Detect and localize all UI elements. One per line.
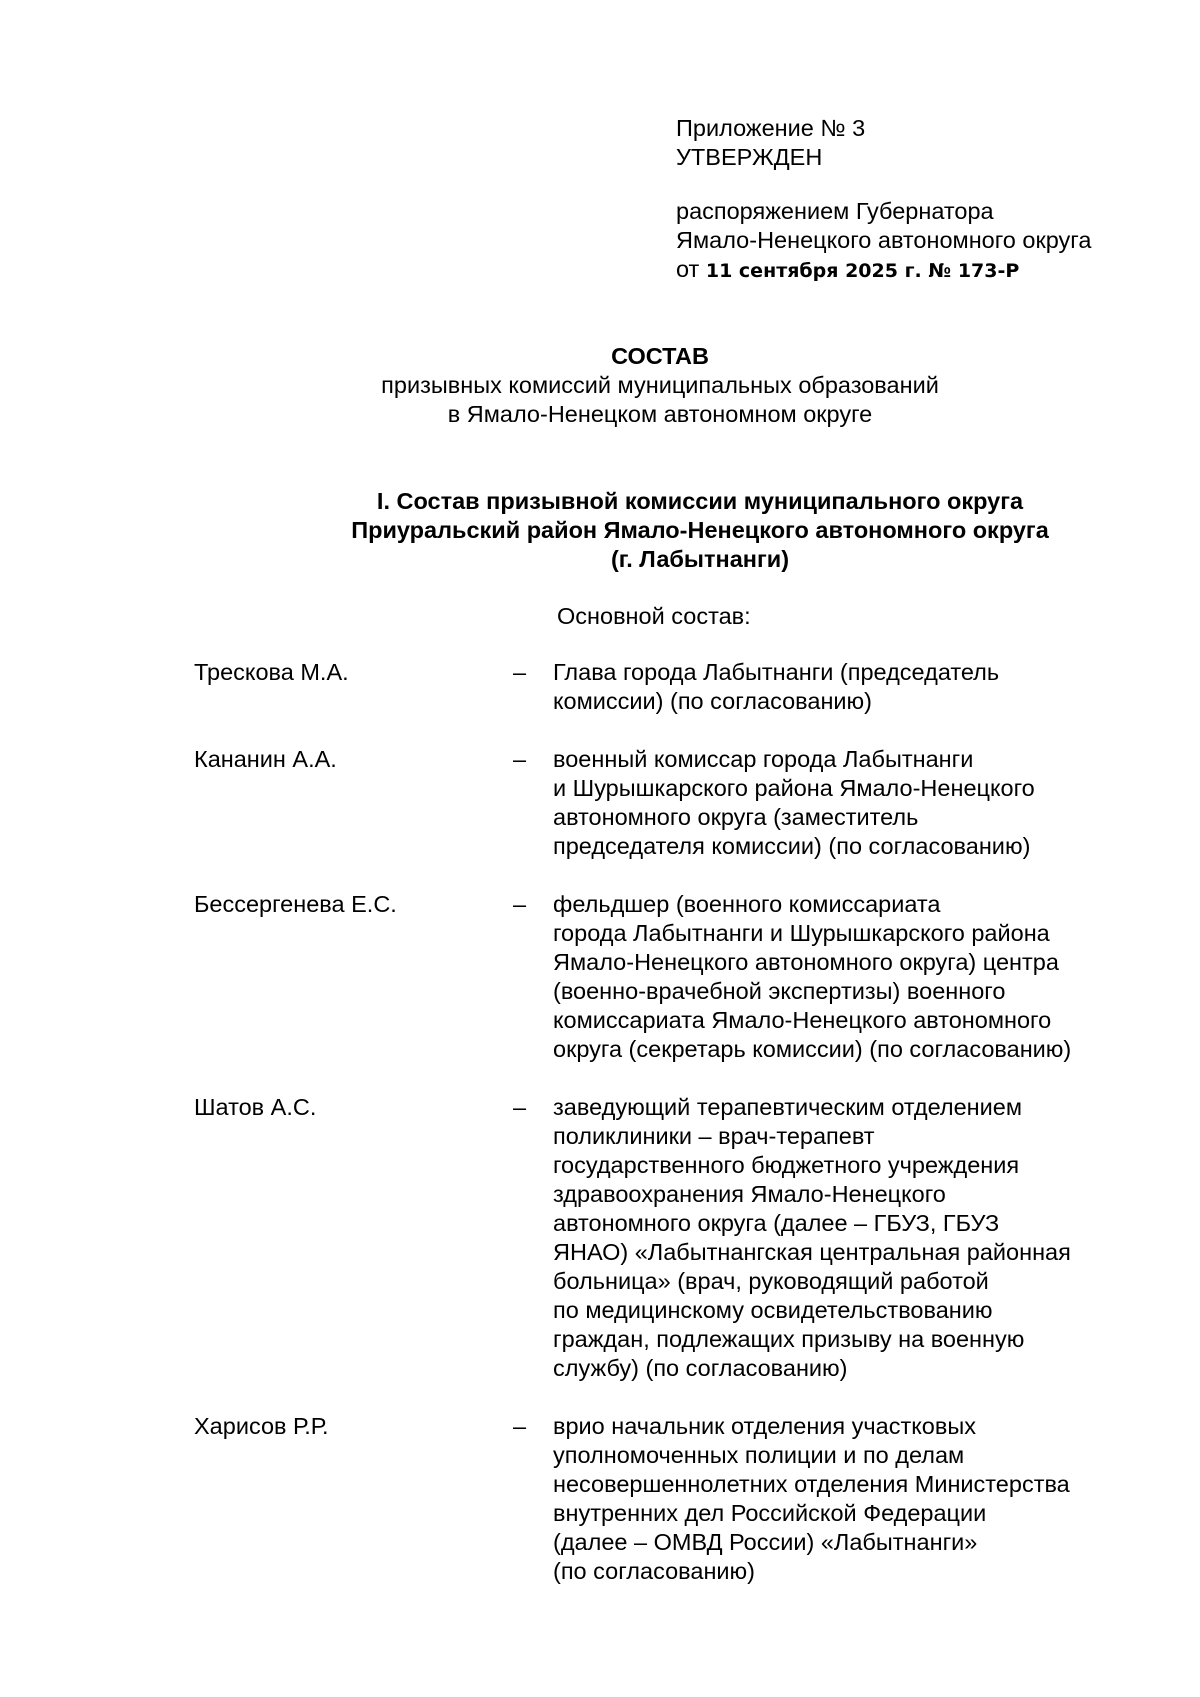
- member-role-line: комиссариата Ямало-Ненецкого автономного: [553, 1007, 1052, 1033]
- member-row: [194, 658, 1194, 716]
- subsection-label: Основной состав:: [557, 603, 751, 629]
- section-heading: [0, 487, 1200, 574]
- title-sub-2: в Ямало-Ненецком автономном округе: [447, 401, 873, 427]
- member-name: Трескова М.А.: [194, 659, 349, 685]
- member-role-line: по медицинскому освидетельствованию: [553, 1297, 993, 1323]
- member-role-line: округа (секретарь комиссии) (по согласованию): [553, 1036, 1072, 1062]
- member-row: [194, 1412, 1194, 1586]
- member-role: [553, 890, 1153, 1064]
- member-role-line: государственного бюджетного учреждения: [553, 1152, 1020, 1178]
- member-role: [553, 745, 1153, 861]
- title-sub-1: призывных комиссий муниципальных образований: [381, 372, 939, 398]
- member-role-line: автономного округа (далее – ГБУЗ, ГБУЗ: [553, 1210, 1000, 1236]
- date-prefix: от: [676, 256, 706, 282]
- member-role-line: автономного округа (заместитель: [553, 804, 919, 830]
- member-row: [194, 1093, 1194, 1383]
- member-role-line: (далее – ОМВД России) «Лабытнанги»: [553, 1529, 978, 1555]
- approval-date-line: [676, 255, 1176, 286]
- member-name: Харисов Р.Р.: [194, 1413, 329, 1439]
- member-role-line: ЯНАО) «Лабытнангская центральная районная: [553, 1239, 1071, 1265]
- member-role-line: службу) (по согласованию): [553, 1355, 848, 1381]
- member-role-line: Ямало-Ненецкого автономного округа) центра: [553, 949, 1059, 975]
- member-dash: –: [513, 891, 527, 917]
- member-row: [194, 890, 1194, 1064]
- approval-block: [676, 114, 1176, 286]
- member-role-line: несовершеннолетних отделения Министерства: [553, 1471, 1070, 1497]
- member-role-line: комиссии) (по согласованию): [553, 688, 873, 714]
- approval-region: Ямало-Ненецкого автономного округа: [676, 227, 1092, 253]
- section-heading-line-1: I. Состав призывной комиссии муниципального округа: [376, 488, 1024, 514]
- member-name: Шатов А.С.: [194, 1094, 317, 1120]
- member-role-line: больница» (врач, руководящий работой: [553, 1268, 989, 1294]
- member-role: [553, 1093, 1153, 1383]
- member-dash: –: [513, 1413, 527, 1439]
- member-list: [194, 658, 1194, 1615]
- member-role-line: военный комиссар города Лабытнанги: [553, 746, 974, 772]
- member-role-line: фельдшер (военного комиссариата: [553, 891, 941, 917]
- member-role-line: и Шурышкарского района Ямало-Ненецкого: [553, 775, 1035, 801]
- member-role-line: города Лабытнанги и Шурышкарского района: [553, 920, 1050, 946]
- member-dash: –: [513, 1094, 527, 1120]
- member-row: [194, 745, 1194, 861]
- member-role-line: здравоохранения Ямало-Ненецкого: [553, 1181, 946, 1207]
- document-title: [0, 342, 1200, 429]
- approved-label: УТВЕРЖДЕН: [676, 144, 823, 170]
- member-role: [553, 658, 1153, 716]
- member-role-line: внутренних дел Российской Федерации: [553, 1500, 987, 1526]
- member-role: [553, 1412, 1153, 1586]
- section-heading-line-2: Приуральский район Ямало-Ненецкого автономного округа: [351, 517, 1049, 543]
- member-dash: –: [513, 659, 527, 685]
- member-name: Бессергенева Е.С.: [194, 891, 397, 917]
- approval-authority: распоряжением Губернатора: [676, 198, 994, 224]
- member-role-line: граждан, подлежащих призыву на военную: [553, 1326, 1025, 1352]
- member-role-line: (военно-врачебной экспертизы) военного: [553, 978, 1006, 1004]
- member-role-line: (по согласованию): [553, 1558, 755, 1584]
- order-date-number: 11 сентября 2025 г. № 173-Р: [705, 260, 1020, 282]
- member-role-line: заведующий терапевтическим отделением: [553, 1094, 1022, 1120]
- member-name: Кананин А.А.: [194, 746, 337, 772]
- member-role-line: председателя комиссии) (по согласованию): [553, 833, 1031, 859]
- section-heading-line-3: (г. Лабытнанги): [610, 546, 790, 572]
- title-main: СОСТАВ: [611, 343, 709, 369]
- member-role-line: уполномоченных полиции и по делам: [553, 1442, 965, 1468]
- member-role-line: врио начальник отделения участковых: [553, 1413, 976, 1439]
- member-dash: –: [513, 746, 527, 772]
- member-role-line: Глава города Лабытнанги (председатель: [553, 659, 1000, 685]
- approval-gap: [676, 172, 1176, 197]
- appendix-number: Приложение № 3: [676, 115, 866, 141]
- member-role-line: поликлиники – врач-терапевт: [553, 1123, 875, 1149]
